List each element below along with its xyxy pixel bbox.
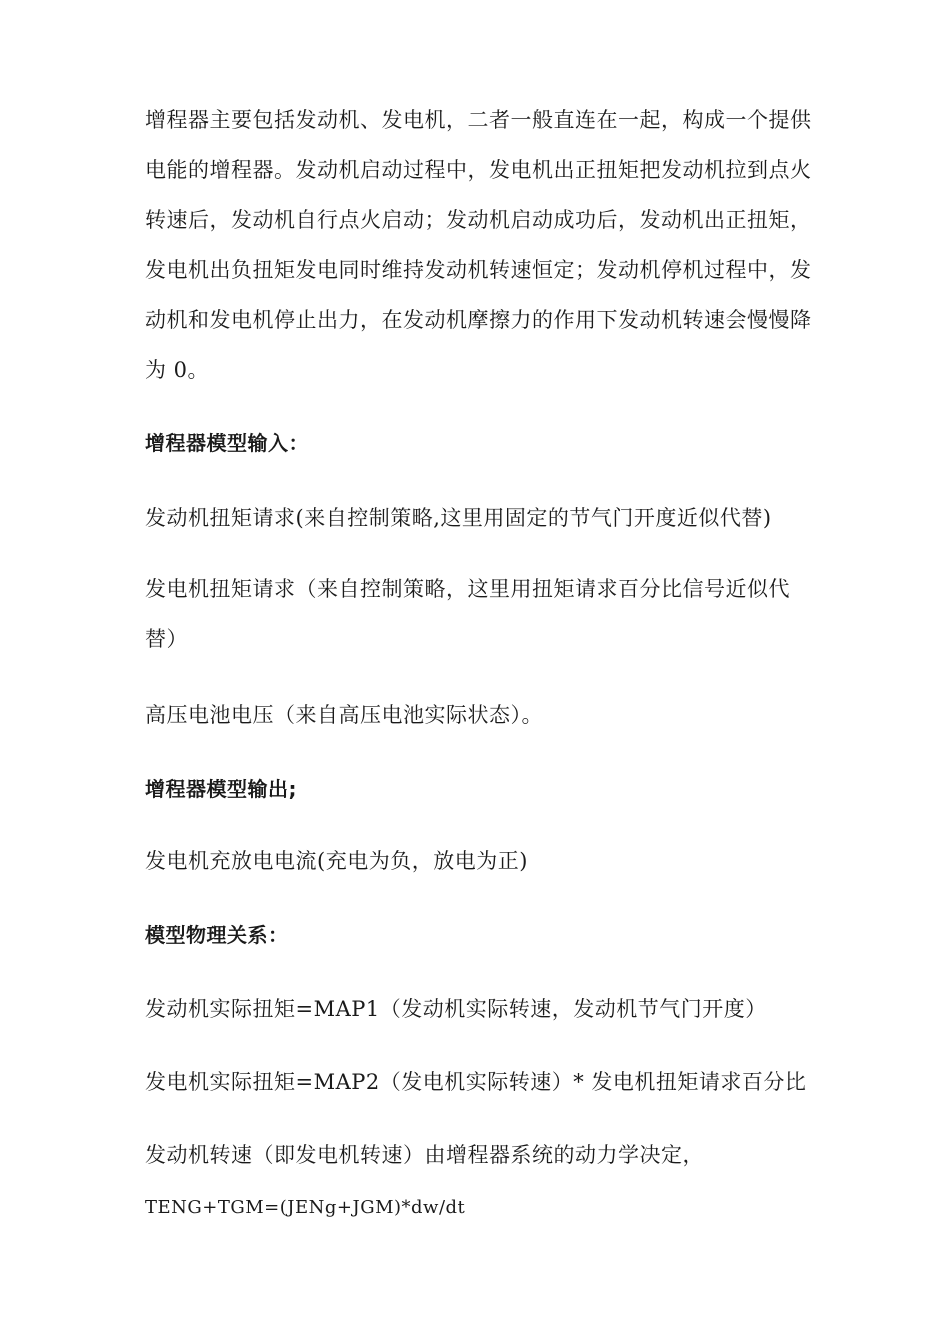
outputs-heading: 增程器模型输出; xyxy=(145,777,297,801)
physics-heading: 模型物理关系： xyxy=(145,923,289,947)
dynamics-equation: TENG+TGM=(JENg+JGM)*dw/dt xyxy=(145,1197,466,1218)
input-battery-voltage: 高压电池电压（来自高压电池实际状态）。 xyxy=(145,703,543,727)
input-generator-torque-request: 发电机扭矩请求（来自控制策略，这里用扭矩请求百分比信号近似代替） xyxy=(145,577,790,651)
inputs-heading: 增程器模型输入： xyxy=(145,431,309,455)
input-engine-torque-request: 发动机扭矩请求(来自控制策略,这里用固定的节气门开度近似代替) xyxy=(145,506,772,530)
output-generator-current: 发电机充放电电流(充电为负，放电为正) xyxy=(145,849,528,873)
relation-engine-torque: 发动机实际扭矩=MAP1（发动机实际转速，发动机节气门开度） xyxy=(145,997,767,1021)
intro-paragraph: 增程器主要包括发动机、发电机，二者一般直连在一起，构成一个提供电能的增程器。发动机启动过程中，发电机出正扭矩把发动机拉到点火转速后，发动机自行点火启动；发动机启动成功后，发动机出正扭矩，发电机出负扭矩发电同时维持发动机转速恒定；发动机停机过程中，发动机和发电机停止出力，在发动机摩擦力的作用下发动机转速会慢慢降为 0。 xyxy=(145,108,812,382)
relation-speed-dynamics: 发动机转速（即发电机转速）由增程器系统的动力学决定， xyxy=(145,1143,704,1167)
relation-generator-torque: 发电机实际扭矩=MAP2（发电机实际转速）* 发电机扭矩请求百分比 xyxy=(145,1070,807,1094)
